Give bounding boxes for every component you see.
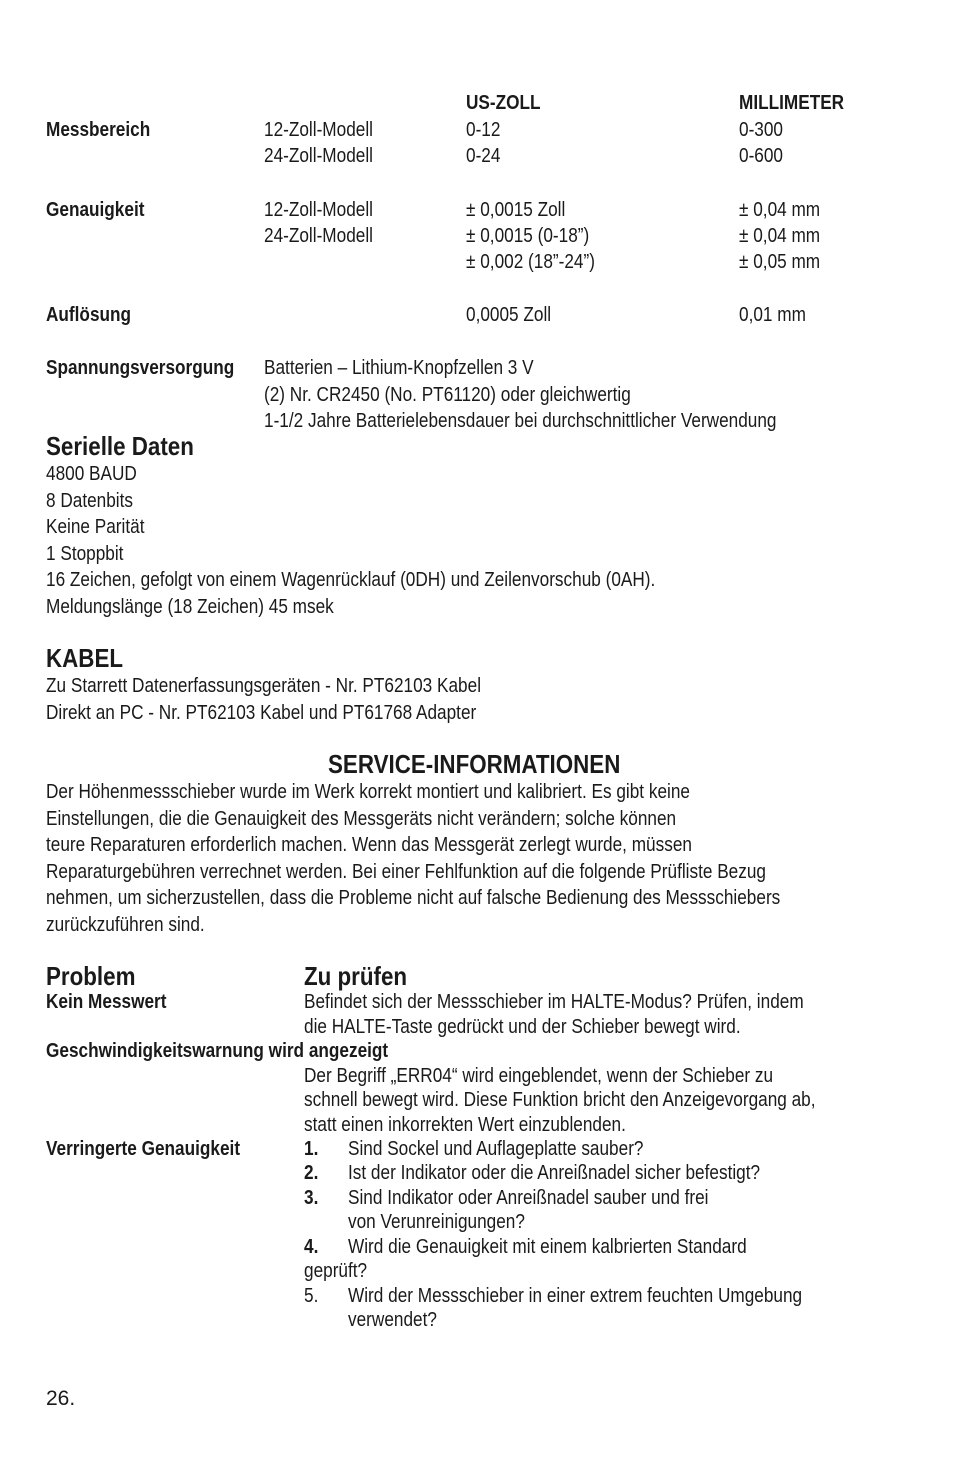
section-title-service: SERVICE-INFORMATIONEN — [328, 749, 621, 779]
problem-kein-messwert: Kein Messwert — [46, 991, 167, 1013]
spec-us-value: ± 0,0015 (0-18”) — [466, 225, 590, 247]
serial-line: Meldungslänge (18 Zeichen) 45 msek — [46, 596, 334, 618]
check-line: statt einen inkorrekten Wert einzublenden. — [304, 1114, 626, 1136]
spec-mm-value: 0-600 — [739, 145, 783, 167]
service-line: zurückzuführen sind. — [46, 914, 205, 936]
spannung-line: Batterien – Lithium-Knopfzellen 3 V — [264, 357, 534, 379]
spec-us-value: ± 0,002 (18”-24”) — [466, 251, 595, 273]
check-item-number: 4. — [304, 1236, 319, 1258]
spec-mm-value: 0,01 mm — [739, 304, 806, 326]
service-line: Reparaturgebühren verrechnet werden. Bei einer Fehlfunktion auf die folgende Prüfliste Bezug — [46, 861, 766, 883]
spec-us-value: 0,0005 Zoll — [466, 304, 552, 326]
spannung-line: 1-1/2 Jahre Batterielebensdauer bei durchschnittlicher Verwendung — [264, 410, 777, 432]
check-item-text: verwendet? — [348, 1309, 437, 1331]
label-messbereich: Messbereich — [46, 119, 151, 141]
label-aufloesung: Auflösung — [46, 304, 132, 326]
spec-mm-value: ± 0,04 mm — [739, 199, 821, 221]
check-line: Befindet sich der Messschieber im HALTE-Modus? Prüfen, indem — [304, 991, 804, 1013]
kabel-line: Zu Starrett Datenerfassungsgeräten - Nr. PT62103 Kabel — [46, 675, 482, 697]
spec-mm-value: ± 0,05 mm — [739, 251, 821, 273]
spec-us-value: ± 0,0015 Zoll — [466, 199, 566, 221]
section-title-kabel: KABEL — [46, 643, 124, 673]
serial-line: 16 Zeichen, gefolgt von einem Wagenrücklauf (0DH) und Zeilenvorschub (0AH). — [46, 569, 656, 591]
spec-mm-value: ± 0,04 mm — [739, 225, 821, 247]
check-line: schnell bewegt wird. Diese Funktion bricht den Anzeigevorgang ab, — [304, 1089, 816, 1111]
serial-line: 1 Stoppbit — [46, 543, 124, 565]
check-line: die HALTE-Taste gedrückt und der Schieber bewegt wird. — [304, 1016, 741, 1038]
check-item-number: 3. — [304, 1187, 319, 1209]
problem-geschwindigkeitswarnung: Geschwindigkeitswarnung wird angezeigt — [46, 1040, 389, 1062]
label-spannungsversorgung: Spannungsversorgung — [46, 357, 235, 379]
page-number: 26. — [46, 1387, 76, 1410]
spec-model: 24-Zoll-Modell — [264, 225, 373, 247]
check-item-text: Wird der Messschieber in einer extrem feuchten Umgebung — [348, 1285, 803, 1307]
spec-us-value: 0-24 — [466, 145, 501, 167]
spec-model: 12-Zoll-Modell — [264, 119, 373, 141]
service-line: nehmen, um sicherzustellen, dass die Probleme nicht auf falsche Bedienung des Messschiebers — [46, 887, 781, 909]
problem-verringerte-genauigkeit: Verringerte Genauigkeit — [46, 1138, 241, 1160]
spec-us-value: 0-12 — [466, 119, 501, 141]
check-item-text: Sind Indikator oder Anreißnadel sauber und frei — [348, 1187, 709, 1209]
check-item-number: 5. — [304, 1285, 319, 1307]
service-line: Einstellungen, die die Genauigkeit des Messgeräts nicht verändern; solche können — [46, 808, 677, 830]
label-genauigkeit: Genauigkeit — [46, 199, 145, 221]
spec-model: 24-Zoll-Modell — [264, 145, 373, 167]
spannung-line: (2) Nr. CR2450 (No. PT61120) oder gleichwertig — [264, 384, 631, 406]
serial-line: Keine Parität — [46, 516, 145, 538]
service-line: Der Höhenmessschieber wurde im Werk korrekt montiert und kalibriert. Es gibt keine — [46, 781, 690, 803]
header-millimeter: MILLIMETER — [739, 92, 845, 114]
column-title-problem: Problem — [46, 961, 136, 991]
service-line: teure Reparaturen erforderlich machen. Wenn das Messgerät zerlegt wurde, müssen — [46, 834, 692, 856]
check-item-text: Wird die Genauigkeit mit einem kalbrierten Standard — [348, 1236, 747, 1258]
header-us-zoll: US-ZOLL — [466, 92, 541, 114]
kabel-line: Direkt an PC - Nr. PT62103 Kabel und PT61768 Adapter — [46, 702, 477, 724]
check-item-text: Sind Sockel und Auflageplatte sauber? — [348, 1138, 644, 1160]
column-title-check: Zu prüfen — [304, 961, 408, 991]
spec-mm-value: 0-300 — [739, 119, 783, 141]
check-item-text: Ist der Indikator oder die Anreißnadel sicher befestigt? — [348, 1162, 761, 1184]
spec-model: 12-Zoll-Modell — [264, 199, 373, 221]
check-item-number: 1. — [304, 1138, 319, 1160]
check-item-number: 2. — [304, 1162, 319, 1184]
serial-line: 4800 BAUD — [46, 463, 137, 485]
check-item-text: von Verunreinigungen? — [348, 1211, 525, 1233]
section-title-serial: Serielle Daten — [46, 431, 194, 461]
check-line: Der Begriff „ERR04“ wird eingeblendet, wenn der Schieber zu — [304, 1065, 774, 1087]
check-item-text: geprüft? — [304, 1260, 368, 1282]
serial-line: 8 Datenbits — [46, 490, 134, 512]
